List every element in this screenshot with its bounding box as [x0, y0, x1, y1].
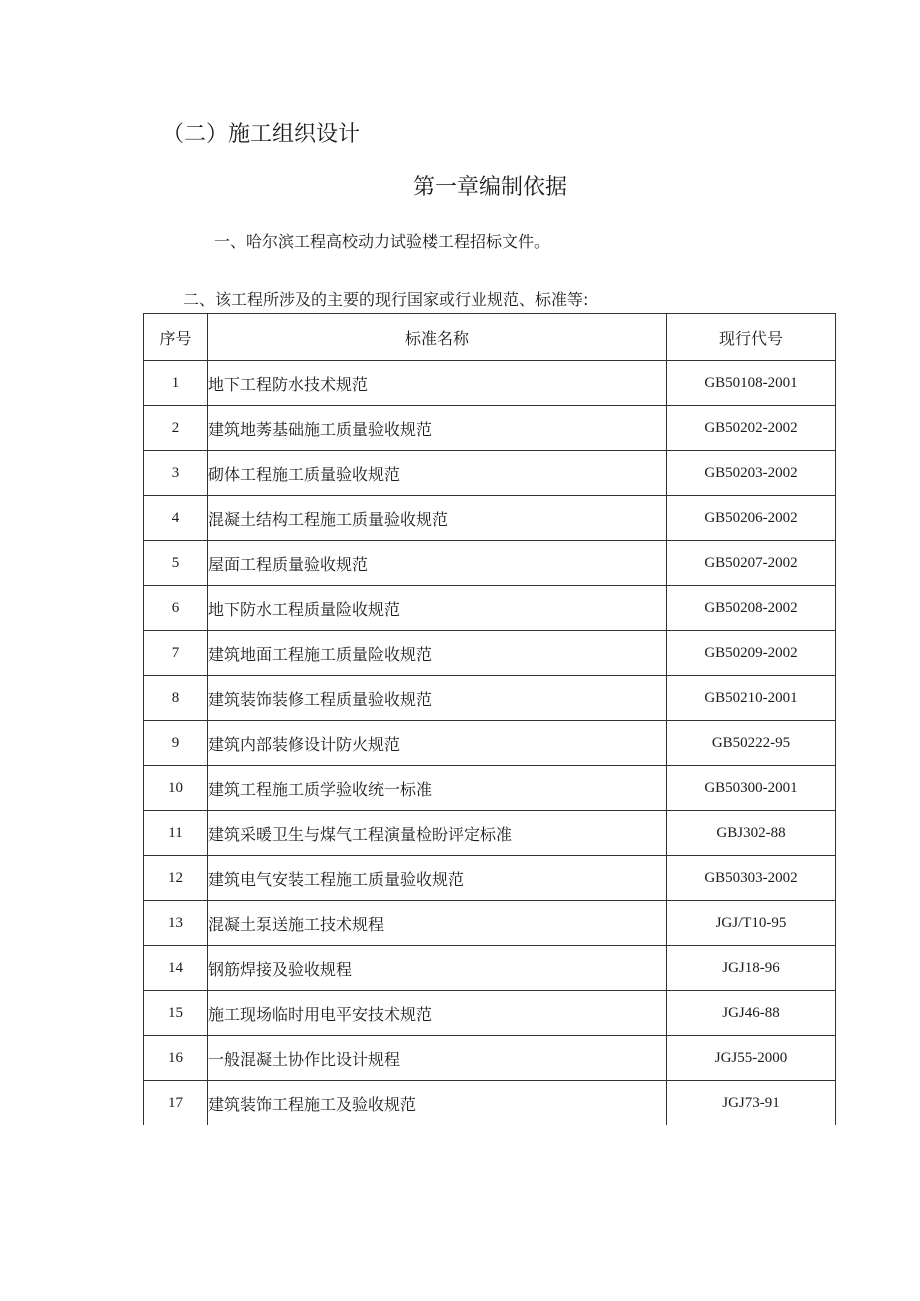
row-number: 4: [144, 496, 208, 541]
row-name: 施工现场临时用电平安技术规范: [208, 991, 667, 1036]
table-row: [144, 361, 836, 406]
table-row: [144, 721, 836, 766]
row-number: 8: [144, 676, 208, 721]
row-code: GB50202-2002: [667, 406, 836, 451]
table-row: [144, 991, 836, 1036]
row-number: 16: [144, 1036, 208, 1081]
row-code: GB50209-2002: [667, 631, 836, 676]
row-number: 2: [144, 406, 208, 451]
table-row: [144, 1081, 836, 1126]
header-name: 标准名称: [208, 314, 667, 361]
table-row: [144, 451, 836, 496]
row-name: 屋面工程质量验收规范: [208, 541, 667, 586]
row-number: 11: [144, 811, 208, 856]
row-code: GB50203-2002: [667, 451, 836, 496]
table-row: [144, 541, 836, 586]
row-number: 13: [144, 901, 208, 946]
table-row: [144, 1036, 836, 1081]
table-row: [144, 586, 836, 631]
row-code: JGJ73-91: [667, 1081, 836, 1126]
table-row: [144, 901, 836, 946]
row-code: GB50207-2002: [667, 541, 836, 586]
row-code: GB50222-95: [667, 721, 836, 766]
row-name: 混凝土结构工程施工质量验收规范: [208, 496, 667, 541]
row-number: 10: [144, 766, 208, 811]
row-number: 15: [144, 991, 208, 1036]
row-code: GB50208-2002: [667, 586, 836, 631]
row-number: 1: [144, 361, 208, 406]
row-name: 混凝土泵送施工技术规程: [208, 901, 667, 946]
basis-item-two: 二、该工程所涉及的主要的现行国家或行业规范、标准等:: [183, 290, 589, 309]
table-row: [144, 631, 836, 676]
row-number: 12: [144, 856, 208, 901]
row-name: 建筑装饰工程施工及验收规范: [208, 1081, 667, 1126]
row-number: 14: [144, 946, 208, 991]
chapter-title: 第一章编制依据: [412, 175, 567, 200]
table-row: [144, 766, 836, 811]
row-name: 建筑地莠基础施工质量验收规范: [208, 406, 667, 451]
row-name: 地下防水工程质量险收规范: [208, 586, 667, 631]
row-name: 建筑地面工程施工质量险收规范: [208, 631, 667, 676]
row-code: GBJ302-88: [667, 811, 836, 856]
table-row: [144, 406, 836, 451]
row-number: 5: [144, 541, 208, 586]
table-row: [144, 811, 836, 856]
row-number: 7: [144, 631, 208, 676]
row-name: 建筑电气安装工程施工质量验收规范: [208, 856, 667, 901]
row-name: 建筑采暖卫生与煤气工程演量检盼评定标准: [208, 811, 667, 856]
row-number: 17: [144, 1081, 208, 1126]
header-number: 序号: [144, 314, 208, 361]
table-row: [144, 946, 836, 991]
table-row: [144, 676, 836, 721]
row-name: 建筑内部装修设计防火规范: [208, 721, 667, 766]
row-name: 一般混凝土协作比设计规程: [208, 1036, 667, 1081]
section-title: （二）施工组织设计: [162, 122, 361, 147]
row-code: JGJ46-88: [667, 991, 836, 1036]
row-code: GB50206-2002: [667, 496, 836, 541]
row-code: JGJ18-96: [667, 946, 836, 991]
row-number: 6: [144, 586, 208, 631]
row-name: 砌体工程施工质量验收规范: [208, 451, 667, 496]
header-code: 现行代号: [667, 314, 836, 361]
row-code: GB50210-2001: [667, 676, 836, 721]
basis-item-one: 一、哈尔滨工程高校动力试验楼工程招标文件。: [214, 232, 551, 251]
row-name: 建筑工程施工质学验收统一标准: [208, 766, 667, 811]
row-number: 9: [144, 721, 208, 766]
table-row: [144, 496, 836, 541]
standards-table: [143, 313, 836, 1125]
row-name: 建筑装饰装修工程质量验收规范: [208, 676, 667, 721]
row-code: GB50300-2001: [667, 766, 836, 811]
row-name: 钢筋焊接及验收规程: [208, 946, 667, 991]
row-code: JGJ55-2000: [667, 1036, 836, 1081]
row-code: JGJ/T10-95: [667, 901, 836, 946]
row-number: 3: [144, 451, 208, 496]
row-name: 地下工程防水技术规范: [208, 361, 667, 406]
row-code: GB50303-2002: [667, 856, 836, 901]
row-code: GB50108-2001: [667, 361, 836, 406]
table-header-row: [144, 314, 836, 361]
table-row: [144, 856, 836, 901]
